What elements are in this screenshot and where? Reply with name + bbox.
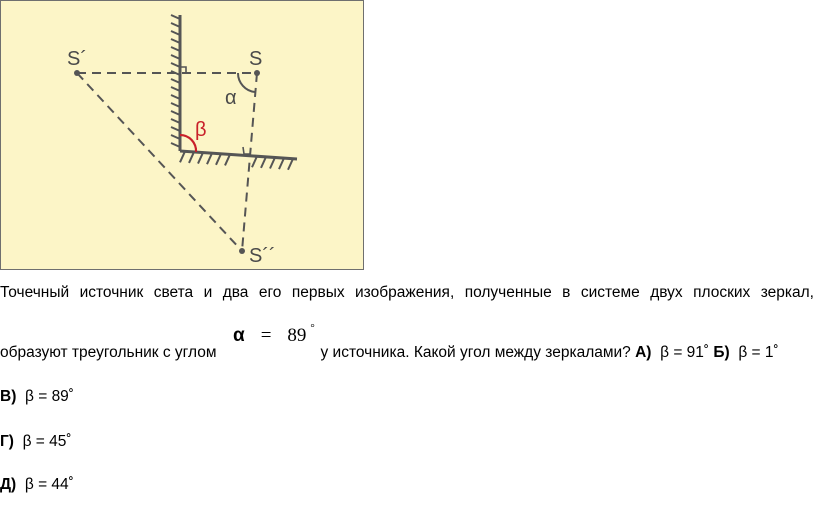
question-word: и	[203, 284, 213, 301]
question-word: Точечный	[0, 284, 70, 301]
option-d-value: β = 44˚	[24, 476, 74, 493]
option-a-letter: А)	[635, 344, 652, 361]
question-word: системе	[580, 284, 640, 301]
hatch-mark	[207, 153, 212, 164]
mirrors-diagram	[0, 0, 364, 270]
point-s-double-prime	[239, 248, 245, 254]
hatch-mark	[189, 152, 194, 163]
option-v	[0, 387, 74, 407]
label-alpha: α	[225, 87, 237, 109]
label-beta: β	[195, 119, 207, 141]
option-b-value: β = 1˚	[738, 344, 779, 361]
question-word: плоских	[693, 284, 751, 301]
option-d	[0, 475, 74, 495]
question-line-1	[0, 283, 814, 303]
point-s	[254, 70, 260, 76]
option-g-letter: Г)	[0, 433, 14, 450]
question-before-formula: образуют треугольник с углом	[0, 344, 217, 361]
question-word: источник	[79, 284, 144, 301]
hatch-mark	[198, 153, 203, 164]
question-word: первых	[291, 284, 345, 301]
hatch-mark	[180, 151, 185, 162]
formula-degree: °	[310, 322, 315, 334]
hatch-mark	[261, 157, 266, 168]
hatch-mark	[252, 156, 257, 167]
question-word: его	[258, 284, 282, 301]
hatch-mark	[225, 154, 230, 165]
formula-value: 89	[287, 325, 307, 346]
option-v-letter: В)	[0, 388, 17, 405]
option-a-value: β = 91˚	[660, 344, 710, 361]
option-b-letter: Б)	[713, 344, 730, 361]
hatch-mark	[279, 158, 284, 169]
question-word: двух	[650, 284, 683, 301]
hatch-mark	[288, 159, 293, 170]
question-word: зеркал,	[760, 284, 814, 301]
option-g-value: β = 45˚	[22, 433, 72, 450]
option-g	[0, 432, 72, 452]
option-d-letter: Д)	[0, 476, 17, 493]
alpha-arc	[238, 73, 255, 92]
beta-arc	[180, 135, 196, 152]
question-line-2	[0, 343, 779, 363]
option-v-value: β = 89˚	[24, 388, 74, 405]
question-after-formula: у источника. Какой угол между зеркалами?	[320, 344, 631, 361]
question-word: в	[562, 284, 571, 301]
hatch-mark	[270, 157, 275, 168]
right-angle-mark-bottom	[243, 147, 250, 154]
formula-equals: =	[260, 325, 272, 346]
horizontal-mirror	[180, 151, 297, 159]
question-word: света	[153, 284, 194, 301]
label-s-prime: S´	[67, 48, 87, 70]
question-word: изображения,	[355, 284, 455, 301]
label-s: S	[249, 48, 263, 70]
formula-alpha: α	[233, 325, 245, 346]
point-s-prime	[74, 70, 80, 76]
hatch-mark	[216, 154, 221, 165]
label-s-double-prime: S´´	[249, 245, 276, 267]
question-word: два	[222, 284, 249, 301]
question-word: полученные	[464, 284, 552, 301]
mirrors-diagram-svg	[1, 1, 365, 271]
